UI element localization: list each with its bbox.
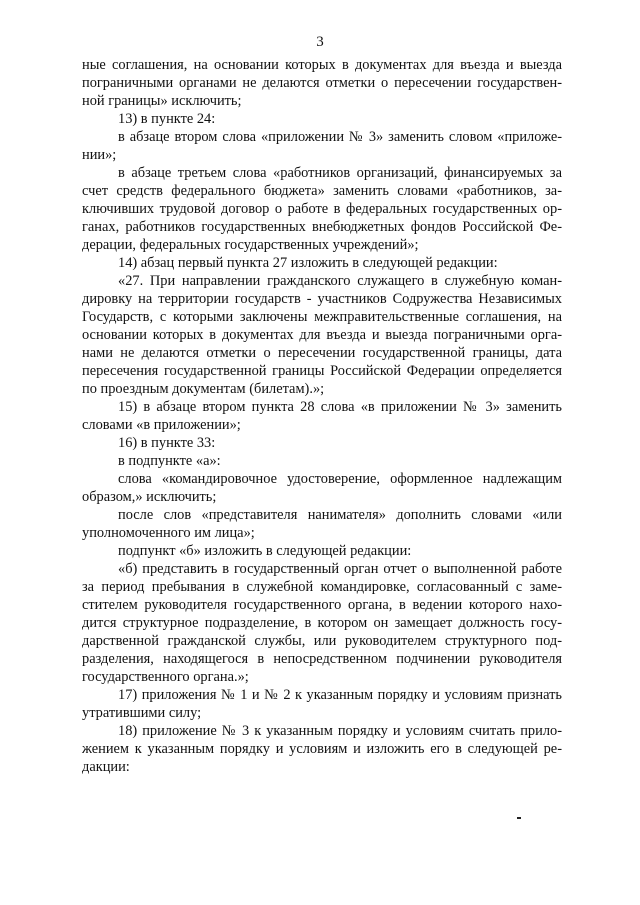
- text-line: нами не делаются отметки о пересечении государственной границы, дата: [82, 345, 562, 361]
- text-line: словами «в приложении»;: [82, 417, 241, 433]
- text-line: Государств, с которыми заключены межправительственные соглашения, на: [82, 309, 562, 325]
- text-line: утратившими силу;: [82, 705, 202, 721]
- text-line: пограничными органами не делаются отметки о пересечении государствен-: [82, 75, 562, 91]
- text-line: 14) абзац первый пункта 27 изложить в следующей редакции:: [118, 255, 498, 271]
- text-line: в абзаце втором слова «приложении № 3» заменить словом «приложе-: [118, 129, 562, 145]
- text-line: 13) в пункте 24:: [118, 111, 216, 127]
- text-line: в абзаце третьем слова «работников организаций, финансируемых за: [118, 165, 562, 181]
- text-line: ной границы» исключить;: [82, 93, 242, 109]
- text-line: слова «командировочное удостоверение, оформленное надлежащим: [118, 471, 562, 487]
- text-line: дится структурное подразделение, в котором он замещает должность госу-: [82, 615, 562, 631]
- text-line: счет средств федерального бюджета» заменить словами «работников, за-: [82, 183, 562, 199]
- text-line: «б) представить в государственный орган отчет о выполненной работе: [118, 561, 562, 577]
- text-line: жением к указанным порядку и условиям и изложить его в следующей ре-: [82, 741, 562, 757]
- scan-mark: [517, 817, 521, 819]
- text-line: 18) приложение № 3 к указанным порядку и условиям считать прило-: [118, 723, 562, 739]
- text-line: государственного органа.»;: [82, 669, 249, 685]
- text-line: нии»;: [82, 147, 117, 163]
- text-line: дакции:: [82, 759, 130, 775]
- text-line: 15) в абзаце втором пункта 28 слова «в приложении № 3» заменить: [118, 399, 562, 415]
- text-line: образом,» исключить;: [82, 489, 217, 505]
- text-line: стителем руководителя государственного органа, в ведении которого нахо-: [82, 597, 562, 613]
- text-line: после слов «представителя нанимателя» дополнить словами «или: [118, 507, 562, 523]
- text-line: основании которых в документах для въезда и выезда пограничными орга-: [82, 327, 562, 343]
- document-body: [82, 56, 562, 776]
- text-line: дарственной гражданской службы, или руководителем структурного под-: [82, 633, 562, 649]
- text-line: дировку на территории государств - участников Содружества Независимых: [82, 291, 562, 307]
- page-number: 3: [316, 34, 324, 50]
- text-line: ганах, работников государственных внебюджетных фондов Российской Фе-: [82, 219, 562, 235]
- text-line: «27. При направлении гражданского служащего в служебную коман-: [118, 273, 562, 289]
- text-line: уполномоченного им лица»;: [82, 525, 255, 541]
- text-line: 17) приложения № 1 и № 2 к указанным порядку и условиям признать: [118, 687, 562, 703]
- text-line: в подпункте «а»:: [118, 453, 221, 469]
- text-line: дерации, федеральных государственных учреждений»;: [82, 237, 419, 253]
- text-line: ключивших трудовой договор о работе в федеральных государственных ор-: [82, 201, 562, 217]
- text-line: по проездным документам (билетам).»;: [82, 381, 325, 397]
- text-line: ные соглашения, на основании которых в документах для въезда и выезда: [82, 57, 562, 73]
- text-line: подпункт «б» изложить в следующей редакции:: [118, 543, 412, 559]
- text-line: за период пребывания в служебной командировке, согласованный с заме-: [82, 579, 562, 595]
- text-line: 16) в пункте 33:: [118, 435, 216, 451]
- text-line: разделения, находящегося в непосредственном подчинении руководителя: [82, 651, 562, 667]
- text-line: пересечения государственной границы Российской Федерации определяется: [82, 363, 562, 379]
